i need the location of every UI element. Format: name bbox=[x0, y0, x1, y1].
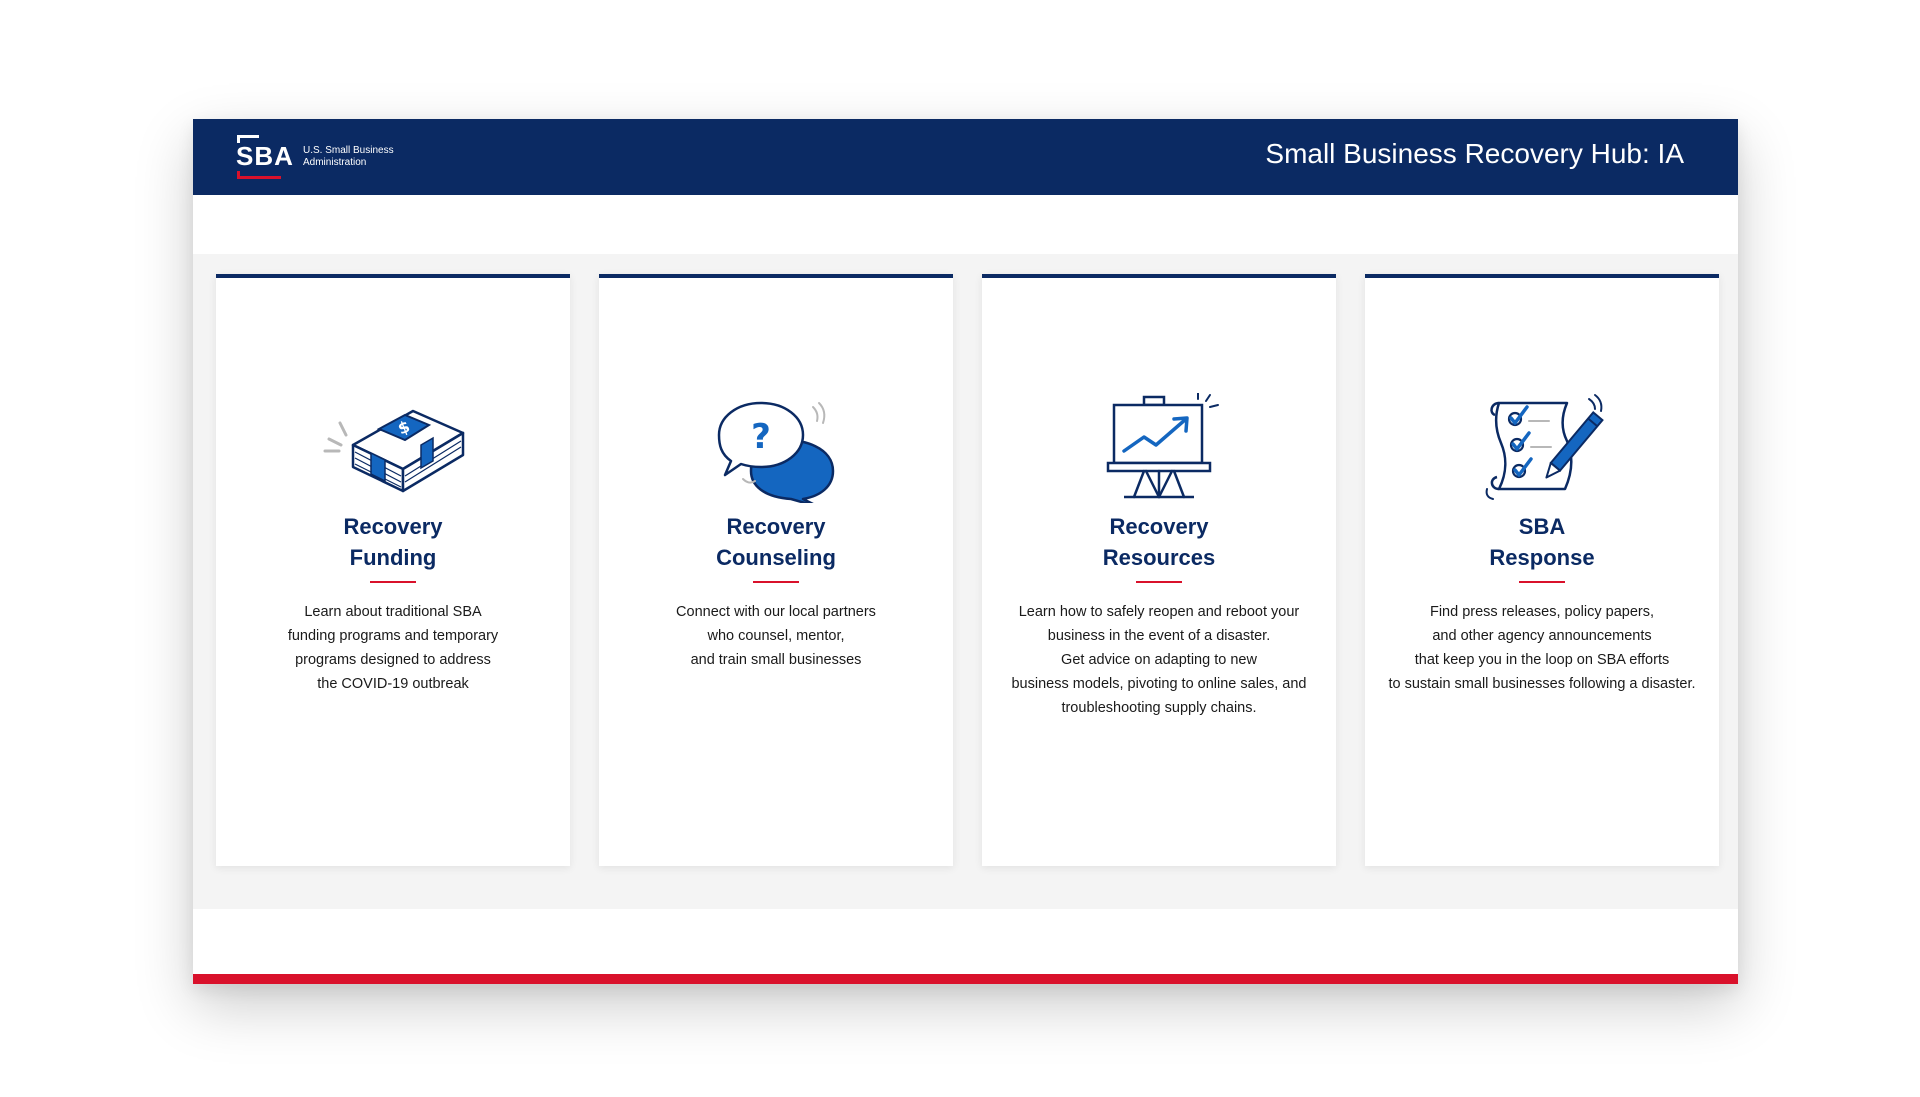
card-title-line-2: Resources bbox=[1102, 545, 1216, 570]
desc-line: Find press releases, policy papers, bbox=[1429, 604, 1655, 620]
card-description bbox=[994, 600, 1324, 720]
desc-line: Connect with our local partners bbox=[676, 604, 876, 620]
desc-line: troubleshooting supply chains. bbox=[1061, 700, 1257, 716]
card-description bbox=[611, 600, 941, 672]
card-description bbox=[1377, 600, 1707, 696]
logo-line-1: U.S. Small Business bbox=[303, 145, 394, 156]
card-recovery-counseling[interactable] bbox=[599, 274, 953, 866]
desc-line: and other agency announcements bbox=[1432, 628, 1652, 644]
card-title-line-1: Recovery bbox=[343, 514, 443, 539]
desc-line: programs designed to address bbox=[295, 652, 491, 668]
desc-line: that keep you in the loop on SBA efforts bbox=[1414, 652, 1670, 668]
svg-text:?: ? bbox=[751, 417, 771, 457]
card-title[interactable] bbox=[982, 511, 1336, 573]
card-title-line-1: Recovery bbox=[1109, 514, 1209, 539]
money-stack-icon bbox=[216, 393, 570, 503]
title-underline bbox=[753, 581, 799, 583]
card-recovery-resources[interactable] bbox=[982, 274, 1336, 866]
logo-bracket-bottom bbox=[237, 171, 281, 179]
card-title-line-1: SBA bbox=[1518, 514, 1566, 539]
hub-frame bbox=[193, 119, 1738, 984]
sba-logo-text bbox=[303, 145, 394, 169]
card-description bbox=[228, 600, 558, 696]
desc-line: Get advice on adapting to new bbox=[1061, 652, 1257, 668]
sba-logo-mark bbox=[235, 135, 295, 179]
chat-bubbles-icon bbox=[599, 393, 953, 503]
logo-line-2: Administration bbox=[303, 157, 367, 168]
card-title-line-1: Recovery bbox=[726, 514, 826, 539]
title-underline bbox=[1136, 581, 1182, 583]
desc-line: to sustain small businesses following a disaster. bbox=[1388, 676, 1696, 692]
card-recovery-funding[interactable] bbox=[216, 274, 570, 866]
card-title-line-2: Response bbox=[1489, 545, 1595, 570]
card-title-line-2: Funding bbox=[349, 545, 437, 570]
card-sba-response[interactable] bbox=[1365, 274, 1719, 866]
desc-line: Learn how to safely reopen and reboot your bbox=[1018, 604, 1300, 620]
page-title: Small Business Recovery Hub: IA bbox=[1265, 138, 1684, 169]
desc-line: the COVID-19 outbreak bbox=[317, 676, 469, 692]
card-title[interactable] bbox=[599, 511, 953, 573]
checklist-scroll-icon bbox=[1365, 393, 1719, 503]
card-title[interactable] bbox=[216, 511, 570, 573]
svg-text:$: $ bbox=[395, 416, 413, 439]
desc-line: and train small businesses bbox=[690, 652, 862, 668]
cards-panel bbox=[193, 254, 1738, 909]
sba-logo-letters: SBA bbox=[236, 140, 294, 171]
card-title-line-2: Counseling bbox=[716, 545, 836, 570]
desc-line: business in the event of a disaster. bbox=[1047, 628, 1271, 644]
sba-logo[interactable] bbox=[235, 129, 394, 185]
site-header bbox=[193, 119, 1738, 195]
footer-accent-bar bbox=[193, 974, 1738, 984]
desc-line: funding programs and temporary bbox=[287, 628, 499, 644]
desc-line: business models, pivoting to online sales, and bbox=[1011, 676, 1307, 692]
desc-line: Learn about traditional SBA bbox=[304, 604, 482, 620]
card-title[interactable] bbox=[1365, 511, 1719, 573]
desc-line: who counsel, mentor, bbox=[707, 628, 845, 644]
title-underline bbox=[1519, 581, 1565, 583]
presentation-board-icon bbox=[982, 393, 1336, 503]
title-underline bbox=[370, 581, 416, 583]
